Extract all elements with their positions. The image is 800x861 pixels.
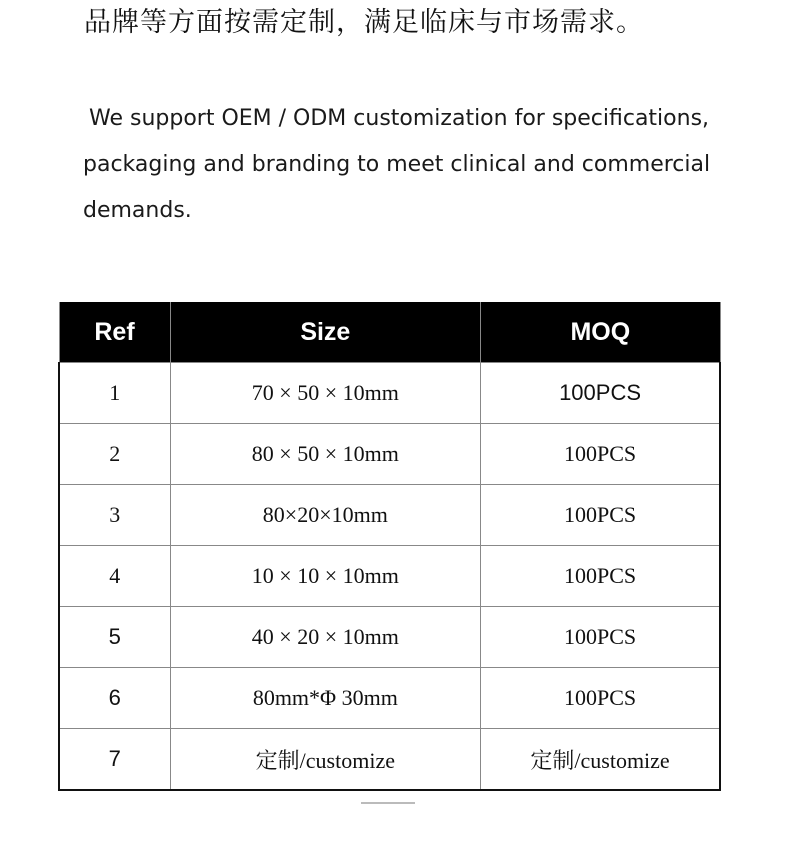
cell-size: 定制/customize: [170, 729, 481, 791]
cell-size: 70 × 50 × 10mm: [170, 363, 481, 424]
cell-size: 40 × 20 × 10mm: [170, 607, 481, 668]
cell-moq: 100PCS: [481, 363, 720, 424]
cell-ref: 5: [59, 607, 170, 668]
cell-ref: 7: [59, 729, 170, 791]
table-row: [59, 424, 720, 485]
header-moq: MOQ: [481, 302, 720, 363]
scroll-indicator: [361, 802, 415, 804]
cell-moq: 100PCS: [481, 668, 720, 729]
spec-table: [58, 302, 721, 791]
intro-english-line-3: demands.: [83, 198, 192, 223]
cell-ref: 4: [59, 546, 170, 607]
cell-size: 80 × 50 × 10mm: [170, 424, 481, 485]
table-row: [59, 546, 720, 607]
table-header-row: [59, 302, 720, 363]
table-row: [59, 485, 720, 546]
cell-ref: 6: [59, 668, 170, 729]
intro-english-paragraph: [83, 96, 743, 234]
intro-chinese-text: 品牌等方面按需定制，满足临床与市场需求。: [84, 7, 644, 38]
cell-size: 80×20×10mm: [170, 485, 481, 546]
cell-ref: 2: [59, 424, 170, 485]
table-row: [59, 607, 720, 668]
table-row: [59, 668, 720, 729]
cell-size: 10 × 10 × 10mm: [170, 546, 481, 607]
cell-moq: 100PCS: [481, 424, 720, 485]
intro-english-line-1: We support OEM / ODM customization for specifications,: [89, 106, 710, 131]
header-ref: Ref: [59, 302, 170, 363]
table-row: [59, 363, 720, 424]
cell-ref: 1: [59, 363, 170, 424]
cell-moq: 100PCS: [481, 546, 720, 607]
cell-moq: 100PCS: [481, 607, 720, 668]
table-row: [59, 729, 720, 791]
header-size: Size: [170, 302, 481, 363]
cell-size: 80mm*Φ 30mm: [170, 668, 481, 729]
cell-ref: 3: [59, 485, 170, 546]
cell-moq: 定制/customize: [481, 729, 720, 791]
cell-moq: 100PCS: [481, 485, 720, 546]
intro-english-line-2: packaging and branding to meet clinical and commercial: [83, 152, 711, 177]
